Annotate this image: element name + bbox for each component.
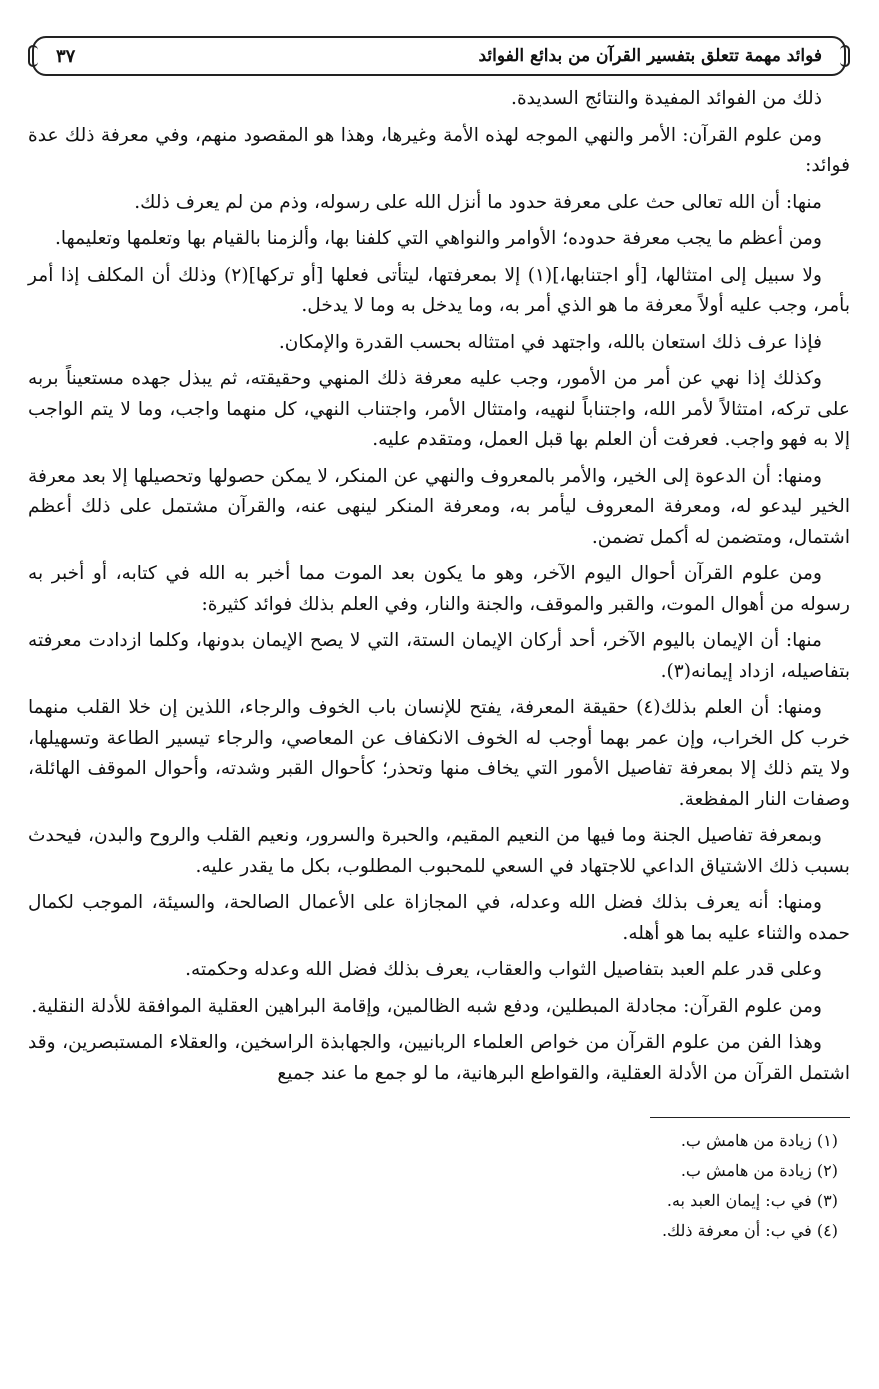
paragraph: ولا سبيل إلى امتثالها، [أو اجتنابها،](١) إلا بمعرفتها، ليتأتى فعلها [أو تركها](٢) وذلك أن المكلف إذا أمر بأمر، وجب عليه أولاً معرفة ما هو الذي أمر به، وما يدخل به وما لا يدخل. — [28, 264, 850, 316]
paragraph: ومنها: أنه يعرف بذلك فضل الله وعدله، في المجازاة على الأعمال الصالحة، والسيئة، الموجب لكمال حمده والثناء عليه بما هو أهله. — [28, 892, 850, 944]
paragraph: منها: أن الإيمان باليوم الآخر، أحد أركان الإيمان الستة، التي لا يصح الإيمان بدونها، وكلما ازدادت معرفته بتفاصيله، ازداد إيمانه(٣). — [28, 630, 850, 682]
paragraph: وبمعرفة تفاصيل الجنة وما فيها من النعيم المقيم، والحبرة والسرور، ونعيم القلب والروح والبدن، فيحدث بسبب ذلك الاشتياق الداعي للاجتهاد في السعي للمحبوب المطلوب، بكل ما يقدر عليه. — [28, 825, 850, 877]
running-title: فوائد مهمة تتعلق بتفسير القرآن من بدائع الفوائد — [478, 46, 822, 66]
footnote-divider — [650, 1117, 850, 1118]
paragraph: وكذلك إذا نهي عن أمر من الأمور، وجب عليه معرفة ذلك المنهي وحقيقته، ثم يبذل جهده مستعيناً بربه على تركه، امتثالاً لأمر الله، واجتناباً لنهيه، وامتثال الأمر، واجتناب النهي، كل منهما واجب، وما لا يتم الواجب إلا به فهو واجب. فعرفت أن العلم بها قبل العمل، ومتقدم عليه. — [28, 368, 850, 450]
page-number: ٣٧ — [56, 45, 76, 67]
page-header — [32, 36, 846, 76]
footnote: (١) زيادة من هامش ب. — [680, 1131, 838, 1150]
paragraph: ذلك من الفوائد المفيدة والنتائج السديدة. — [511, 88, 822, 109]
paragraph: ومن علوم القرآن: مجادلة المبطلين، ودفع شبه الظالمين، وإقامة البراهين العقلية الموافقة للأدلة النقلية. — [31, 995, 822, 1017]
footnote: (٢) زيادة من هامش ب. — [680, 1161, 838, 1180]
paragraph: ومن علوم القرآن أحوال اليوم الآخر، وهو ما يكون بعد الموت مما أخبر به الله في كتابه، أو أخبر به رسوله من أهوال الموت، والقبر والموقف، والجنة والنار، وفي العلم بذلك فوائد كثيرة: — [28, 563, 850, 615]
footnotes — [28, 1126, 850, 1246]
paragraph: ومنها: أن العلم بذلك(٤) حقيقة المعرفة، يفتح للإنسان باب الخوف والرجاء، اللذين إن خلا القلب منهما خرب كل الخراب، وإن عمر بهما أوجب له الخوف الانكفاف عن المعاصي، والرجاء تيسير الطاعة وتسهيلها، ولا يتم ذلك إلا بمعرفة تفاصيل الأمور التي يخاف منها وتحذر؛ كأحوال القبر وشدته، وأحوال الموقف الهائلة، وصفات النار المفظعة. — [28, 697, 850, 810]
paragraph: ومن أعظم ما يجب معرفة حدوده؛ الأوامر والنواهي التي كلفنا بها، وألزمنا بالقيام بها وتعلمها وتعليمها. — [54, 228, 822, 249]
paragraph: وهذا الفن من علوم القرآن من خواص العلماء الربانيين، والجهابذة الراسخين، والعقلاء المستبصرين، وقد اشتمل القرآن من الأدلة العقلية، والقواطع البرهانية، ما لو جمع ما عند جميع — [28, 1032, 850, 1084]
body-text — [28, 84, 850, 1089]
paragraph: وعلى قدر علم العبد بتفاصيل الثواب والعقاب، يعرف بذلك فضل الله وعدله وحكمته. — [185, 959, 822, 980]
paragraph: منها: أن الله تعالى حث على معرفة حدود ما أنزل الله على رسوله، وذم من لم يعرف ذلك. — [134, 191, 822, 213]
paragraph: ومن علوم القرآن: الأمر والنهي الموجه لهذه الأمة وغيرها، وهذا هو المقصود منهم، وفي معرفة ذلك عدة فوائد: — [28, 124, 850, 176]
document-page — [28, 36, 850, 1376]
paragraph: ومنها: أن الدعوة إلى الخير، والأمر بالمعروف والنهي عن المنكر، لا يمكن حصولها وتحصيلها إلا بعد معرفة الخير ليدعو له، ومعرفة المعروف ليأمر به، ومعرفة المنكر لينهى عنه، والقرآن مشتمل على ذلك أعظم اشتمال، ومتضمن له أكمل تضمن. — [28, 465, 850, 548]
footnote: (٤) في ب: أن معرفة ذلك. — [661, 1221, 838, 1240]
footnote: (٣) في ب: إيمان العبد به. — [666, 1191, 838, 1210]
paragraph: فإذا عرف ذلك استعان بالله، واجتهد في امتثاله بحسب القدرة والإمكان. — [278, 331, 822, 353]
